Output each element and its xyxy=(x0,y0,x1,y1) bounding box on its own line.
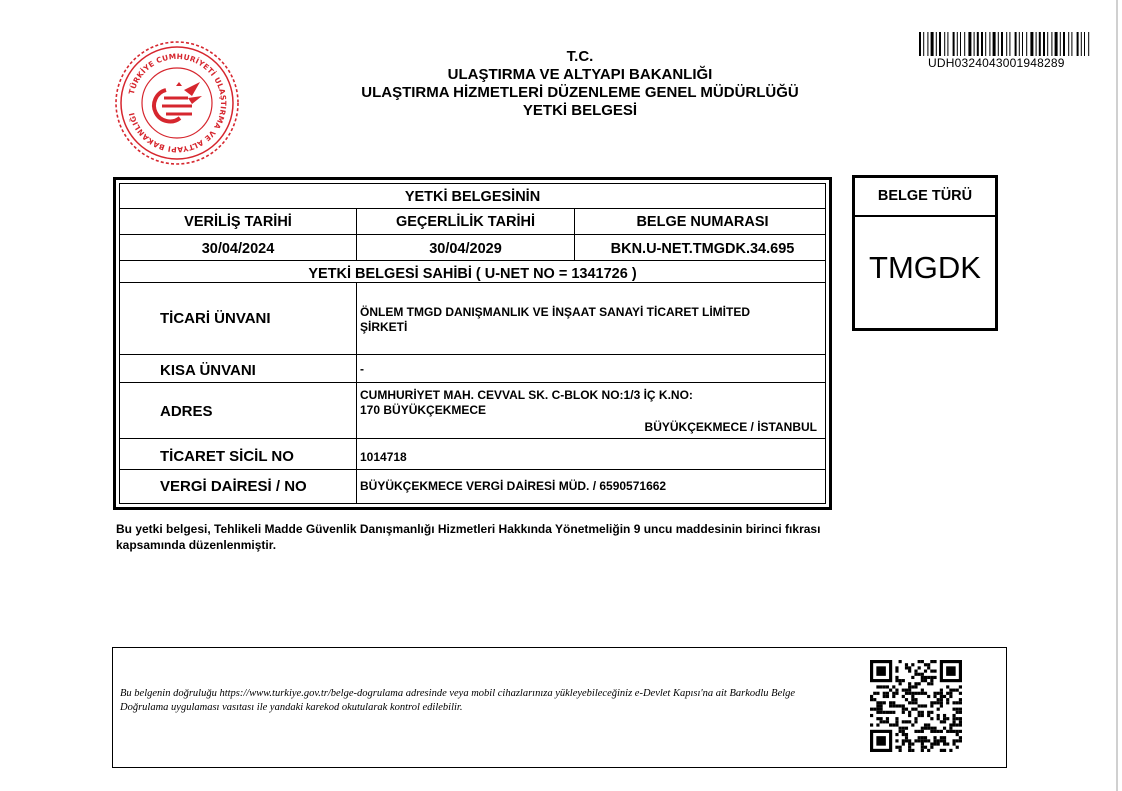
value-address xyxy=(360,388,800,418)
value-short-name: - xyxy=(360,362,364,376)
svg-text:TÜRKİYE CUMHURİYETİ ULAŞTIRMA: TÜRKİYE CUMHURİYETİ ULAŞTIRMA VE ALTYAPI BAKANLIĞI xyxy=(126,51,229,155)
label-address: ADRES xyxy=(160,403,213,420)
verification-box xyxy=(112,647,1007,768)
issue-date: 30/04/2024 xyxy=(201,241,275,257)
label-registry-no: TİCARET SİCİL NO xyxy=(160,448,294,465)
label-short-name: KISA ÜNVANI xyxy=(160,362,256,379)
valid-date: 30/04/2029 xyxy=(429,241,502,257)
page-edge xyxy=(1116,0,1118,791)
certificate-table xyxy=(113,177,832,510)
address-line-2: 170 BÜYÜKÇEKMECE xyxy=(360,403,487,417)
value-tax-office: BÜYÜKÇEKMECE VERGİ DAİRESİ MÜD. / 6590571662 xyxy=(360,479,667,493)
doc-type-box xyxy=(852,175,998,331)
value-trade-name: ÖNLEM TMGD DANIŞMANLIK VE İNŞAAT SANAYİ TİCARET LİMİTED ŞİRKETİ xyxy=(360,305,750,334)
doc-type-title: BELGE TÜRÜ xyxy=(855,178,995,217)
value-registry-no: 1014718 xyxy=(360,450,407,464)
header-doc-title: YETKİ BELGESİ xyxy=(522,102,638,119)
label-trade-name: TİCARİ ÜNVANI xyxy=(160,310,271,327)
verification-text: Bu belgenin doğruluğu https://www.turkiye.gov.tr/belge-dogrulama adresinde veya mobil cihazlarınıza yükleyebileceğiniz e-Devlet Kapısı'na ait Barkodlu Belge Doğrulama uygulaması vasıtası ile yandaki karekod okutularak kontrol edilebilir. xyxy=(120,688,796,713)
col-valid-date: GEÇERLİLİK TARİHİ xyxy=(395,214,536,230)
document-header xyxy=(300,48,860,120)
header-ministry: ULAŞTIRMA VE ALTYAPI BAKANLIĞI xyxy=(447,66,713,83)
label-tax-office: VERGİ DAİRESİ / NO xyxy=(160,478,307,495)
holder-title: YETKİ BELGESİ SAHİBİ ( U-NET NO = 1341726 ) xyxy=(308,266,637,282)
address-line-1: CUMHURİYET MAH. CEVVAL SK. C-BLOK NO:1/3 İÇ K.NO: xyxy=(360,388,693,402)
doc-type-value: TMGDK xyxy=(869,250,981,285)
section-title: YETKİ BELGESİNİN xyxy=(404,189,541,205)
address-district: BÜYÜKÇEKMECE / İSTANBUL xyxy=(644,420,817,434)
ministry-seal-logo xyxy=(114,40,240,166)
qr-code-icon xyxy=(870,660,962,752)
legal-note: Bu yetki belgesi, Tehlikeli Madde Güvenlik Danışmanlığı Hizmetleri Hakkında Yönetmeliğin 9 uncu maddesinin birinci fıkrası kapsamında düzenlenmiştir. xyxy=(116,522,821,552)
barcode-number: UDH0324043001948289 xyxy=(928,56,1065,70)
barcode xyxy=(919,32,1093,56)
header-directorate: ULAŞTIRMA HİZMETLERİ DÜZENLEME GENEL MÜDÜRLÜĞÜ xyxy=(361,84,799,101)
doc-number: BKN.U-NET.TMGDK.34.695 xyxy=(610,241,795,257)
col-issue-date: VERİLİŞ TARİHİ xyxy=(184,214,292,230)
col-doc-number: BELGE NUMARASI xyxy=(636,214,769,230)
header-tc: T.C. xyxy=(566,48,594,65)
